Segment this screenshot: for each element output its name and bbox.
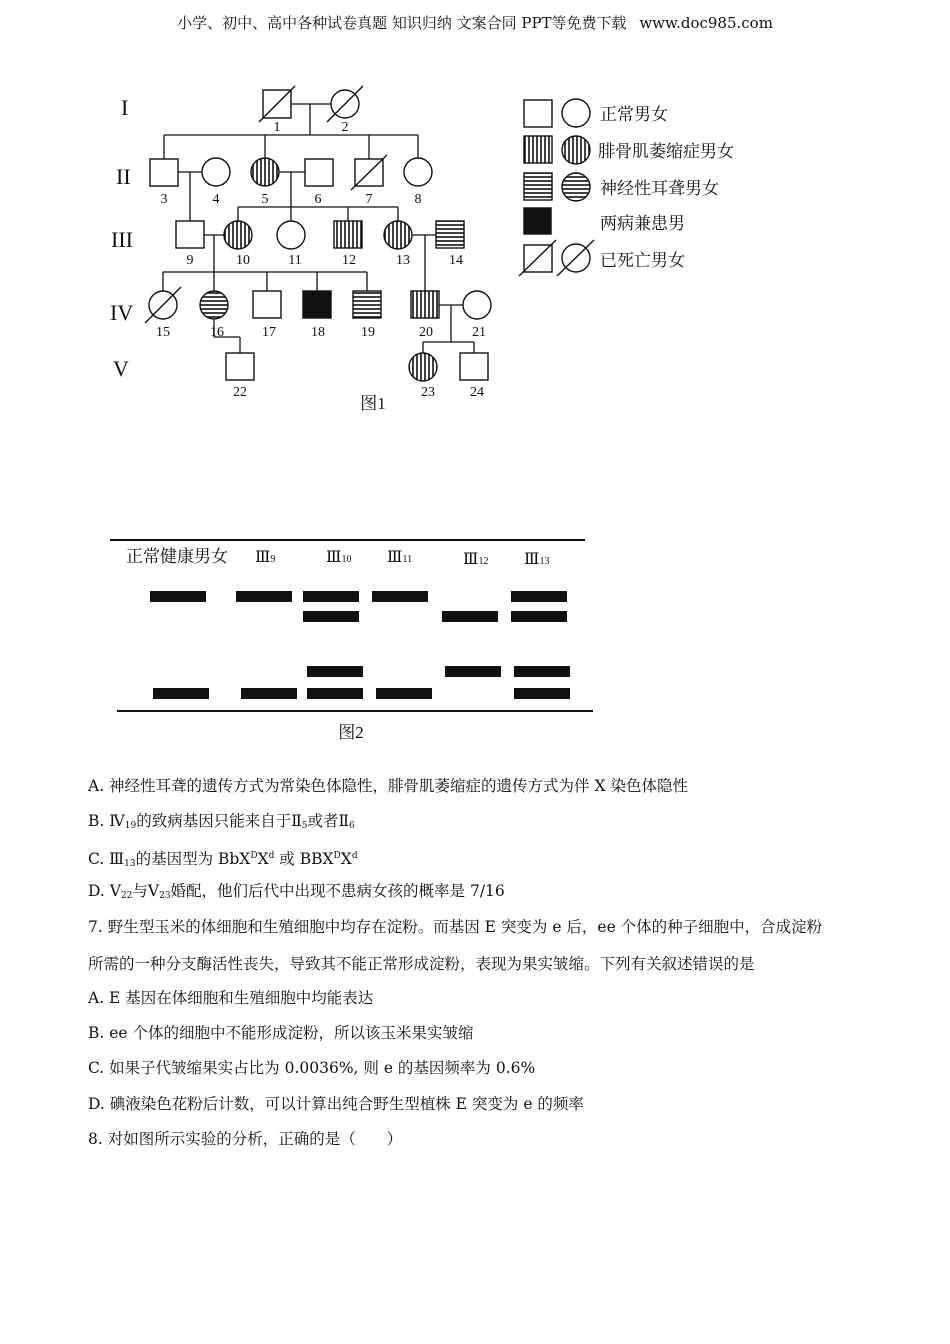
- legend-both-male: [524, 208, 551, 234]
- individual-III9: [176, 221, 204, 248]
- generation-label-II: II: [116, 164, 131, 189]
- gel-band: [307, 666, 363, 677]
- individual-III12: [334, 221, 362, 248]
- lane-label-III9: Ⅲ9: [255, 549, 276, 566]
- individual-number: 17: [262, 325, 276, 340]
- question7-stem-line2: 所需的一种分支酶活性丧失，导致其不能正常形成淀粉，表现为果实皱缩。下列有关叙述错误的是: [88, 955, 755, 973]
- legend-label: 神经性耳聋男女: [600, 179, 719, 198]
- pedigree-figure: [0, 0, 950, 420]
- individual-number: 22: [233, 385, 247, 400]
- gel-band: [241, 688, 297, 699]
- individual-number: 3: [160, 192, 168, 207]
- gel-band: [511, 611, 567, 622]
- gel-band: [150, 591, 206, 602]
- individual-III13: [384, 221, 412, 249]
- figure2-caption: 图2: [338, 723, 364, 742]
- individual-number: 7: [365, 192, 373, 207]
- individual-IV21: [463, 291, 491, 319]
- question6-option-B: B. $Ⅳ_{19}$的致病基因只能来自于$Ⅱ_5$或者$Ⅱ_6$: [88, 812, 355, 831]
- legend-normal-female: [562, 99, 590, 127]
- individual-number: 8: [414, 192, 422, 207]
- question6-option-A: A. 神经性耳聋的遗传方式为常染色体隐性，腓骨肌萎缩症的遗传方式为伴 X 染色体隐性: [88, 777, 688, 795]
- header-text: 小学、初中、高中各种试卷真题 知识归纳 文案合同 PPT等免费下载: [177, 14, 627, 32]
- lane-label-normal: 正常健康男女: [126, 547, 228, 566]
- legend-cmt-male: [524, 136, 552, 163]
- legend-deaf-male: [524, 173, 552, 200]
- individual-IV18: [303, 291, 331, 318]
- gel-band: [372, 591, 428, 602]
- lane-label-III11: Ⅲ11: [387, 549, 413, 566]
- individual-IV16: [200, 291, 228, 319]
- individual-II5: [251, 158, 279, 186]
- individual-number: 5: [261, 192, 269, 207]
- question7-option-D: D. 碘液染色花粉后计数，可以计算出纯合野生型植株 E 突变为 e 的频率: [88, 1095, 584, 1113]
- individual-II4: [202, 158, 230, 186]
- legend-label: 腓骨肌萎缩症男女: [598, 142, 734, 161]
- gel-band: [514, 688, 570, 699]
- header-url: www.doc985.com: [639, 14, 773, 32]
- legend-label: 两病兼患男: [600, 214, 685, 233]
- individual-number: 13: [396, 253, 410, 268]
- individual-III10: [224, 221, 252, 249]
- lane-label-III13: Ⅲ13: [524, 551, 550, 568]
- legend-label: 已死亡男女: [600, 251, 685, 270]
- individual-IV19: [353, 291, 381, 318]
- question7-option-A: A. E 基因在体细胞和生殖细胞中均能表达: [88, 989, 374, 1007]
- question6-option-C: C. $Ⅲ_{13}$的基因型为 $BbX^DX^d$ 或 $BBX^DX^d$: [88, 850, 358, 869]
- legend-normal-male: [524, 100, 552, 127]
- generation-label-V: V: [113, 356, 129, 381]
- individual-number: 23: [421, 385, 435, 400]
- individual-number: 21: [472, 325, 486, 340]
- individual-number: 6: [314, 192, 322, 207]
- question8-stem: 8. 对如图所示实验的分析，正确的是（ ）: [88, 1130, 403, 1148]
- individual-II6: [305, 159, 333, 186]
- legend-deaf-female: [562, 173, 590, 201]
- individual-number: 18: [311, 325, 325, 340]
- gel-band: [442, 611, 498, 622]
- generation-label-I: I: [121, 95, 129, 120]
- individual-III11: [277, 221, 305, 249]
- question7-stem-line1: 7. 野生型玉米的体细胞和生殖细胞中均存在淀粉。而基因 E 突变为 e 后，ee 个体的种子细胞中，合成淀粉: [88, 918, 823, 936]
- gel-band: [236, 591, 292, 602]
- individual-number: 14: [449, 253, 463, 268]
- gel-band: [153, 688, 209, 699]
- individual-V23: [409, 353, 437, 381]
- individual-number: 20: [419, 325, 433, 340]
- lane-label-III12: Ⅲ12: [463, 551, 489, 568]
- figure1-caption: 图1: [360, 394, 386, 413]
- individual-number: 12: [342, 253, 356, 268]
- individual-number: 19: [361, 325, 375, 340]
- generation-label-III: III: [111, 227, 133, 252]
- individual-number: 11: [288, 253, 302, 268]
- individual-number: 9: [186, 253, 194, 268]
- electrophoresis-figure: [100, 530, 610, 750]
- gel-band: [445, 666, 501, 677]
- individual-number: 10: [236, 253, 250, 268]
- individual-number: 24: [470, 385, 484, 400]
- individual-V22: [226, 353, 254, 380]
- gel-band: [511, 591, 567, 602]
- individual-II8: [404, 158, 432, 186]
- gel-band: [303, 591, 359, 602]
- question7-option-C: C. 如果子代皱缩果实占比为 0.0036%, 则 e 的基因频率为 0.6%: [88, 1059, 536, 1077]
- question7-option-B: B. ee 个体的细胞中不能形成淀粉，所以该玉米果实皱缩: [88, 1024, 474, 1042]
- individual-number: 16: [210, 325, 224, 340]
- generation-label-IV: IV: [110, 300, 134, 325]
- legend-cmt-female: [562, 136, 590, 164]
- individual-number: 2: [341, 120, 349, 135]
- individual-number: 1: [273, 120, 281, 135]
- gel-band: [307, 688, 363, 699]
- individual-number: 4: [212, 192, 220, 207]
- question6-option-D: D. $Ⅴ_{22}$与$Ⅴ_{23}$婚配，他们后代中出现不患病女孩的概率是 7/16: [88, 882, 505, 901]
- gel-band: [303, 611, 359, 622]
- individual-II3: [150, 159, 178, 186]
- gel-band: [376, 688, 432, 699]
- individual-III14: [436, 221, 464, 248]
- individual-IV17: [253, 291, 281, 318]
- individual-IV20: [411, 291, 439, 318]
- gel-band: [514, 666, 570, 677]
- individual-V24: [460, 353, 488, 380]
- lane-label-III10: Ⅲ10: [326, 549, 352, 566]
- pedigree-legend: [519, 99, 594, 276]
- legend-label: 正常男女: [600, 105, 668, 124]
- individual-number: 15: [156, 325, 170, 340]
